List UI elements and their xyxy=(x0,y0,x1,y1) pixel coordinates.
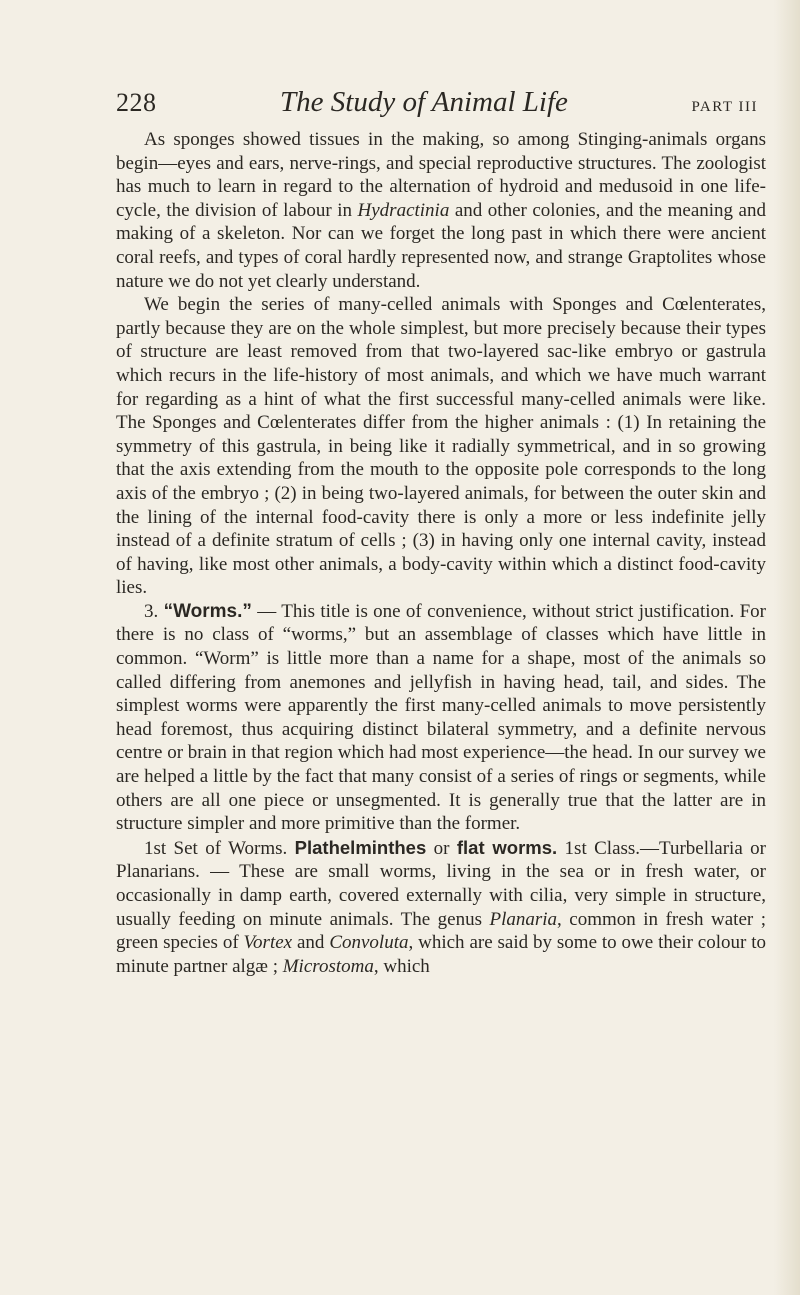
paragraph-series-begin xyxy=(116,293,766,600)
section-heading: “Worms.” xyxy=(163,600,252,622)
italic-term: Convoluta xyxy=(329,932,409,954)
body-text xyxy=(116,128,766,978)
text-run: — This title is one of convenience, without strict justification. For there is no class of “worms,” but an assemblage of classes which have little in common. “Worm” is little more than a name for a shape, most of the animals so called differing from anemones and jellyfish in having head, tail, and sides. The simplest worms were apparently the first many-celled animals to move persistently head foremost, thus acquiring distinct bilateral symmetry, and a definite nervous centre or brain in that region which had most experience—the head. In our survey we are helped a little by the fact that many consist of a series of rings or segments, while others are all one piece or unsegmented. It is generally true that the latter are in structure simpler and more primitive than the former. xyxy=(116,600,766,835)
section-number: 3. xyxy=(144,600,164,622)
italic-term: Hydractinia xyxy=(357,199,450,221)
text-run: , common in fresh water ; green species of xyxy=(116,908,766,954)
text-run: We begin the series of many-celled animals with Sponges and Cœlenterates, partly because they are on the whole simplest, but more precisely because their types of structure are least removed from that two-layered sac-like embryo or gastrula which recurs in the life-history of most animals, and which we have much warrant for regarding as a hint of what the first successful many-celled animals were like. The Sponges and Cœlenterates differ from the higher animals : (1) In retaining the symmetry of this gastrula, in being like it radially symmetrical, and in so growing that the axis extending from the mouth to the opposite pole corresponds to the long axis of the embryo ; (2) in being two-layered animals, for between the outer skin and the lining of the internal food-cavity there is only a more or less indefinite jelly instead of a definite stratum of cells ; (3) in having only one internal cavity, instead of having, like most other animals, a body-cavity within which a distinct food-cavity lies. xyxy=(116,294,766,599)
running-title: The Study of Animal Life xyxy=(280,86,568,118)
part-label: PART III xyxy=(691,99,758,115)
text-run: 1st Set of Worms. xyxy=(144,837,295,859)
text-run: As sponges showed tissues in the making, so among Stinging-animals organs begin—eyes and ears, nerve-rings, and special reproductive structures. The zoologist has much to learn in regard to the alternation of hydroid and medusoid in one life-cycle, the division of labour in xyxy=(116,129,766,221)
text-run: , which are said by some to owe their colour to minute partner algæ ; xyxy=(116,932,766,977)
page-header xyxy=(116,86,758,126)
page-number: 228 xyxy=(116,88,157,117)
text-run: and xyxy=(292,932,330,954)
italic-term: Microstoma xyxy=(282,955,374,977)
paragraph-worms xyxy=(116,600,766,836)
italic-term: Vortex xyxy=(243,932,293,954)
paragraph-flat-worms xyxy=(116,836,766,979)
text-run: , which xyxy=(373,955,430,977)
section-heading: Plathelminthes xyxy=(294,836,427,858)
text-run: 1st Class.—Turbellaria or Planarians. — These are small worms, living in the sea or in fresh water, or occasionally in damp earth, covered externally with cilia, very simple in structure, usually feeding on minute animals. The genus xyxy=(116,837,766,930)
paragraph-sponges-tissues xyxy=(116,128,766,293)
text-run: and other colonies, and the meaning and making of a skeleton. Nor can we forget the long past in which there were ancient coral reefs, and types of coral hardly represented now, and strange Graptolites whose nature we do not yet clearly understand. xyxy=(116,199,766,292)
section-heading: flat worms. xyxy=(456,836,558,858)
text-run: or xyxy=(426,837,457,859)
page-edge-shadow xyxy=(774,0,800,1295)
italic-term: Planaria xyxy=(489,908,558,930)
